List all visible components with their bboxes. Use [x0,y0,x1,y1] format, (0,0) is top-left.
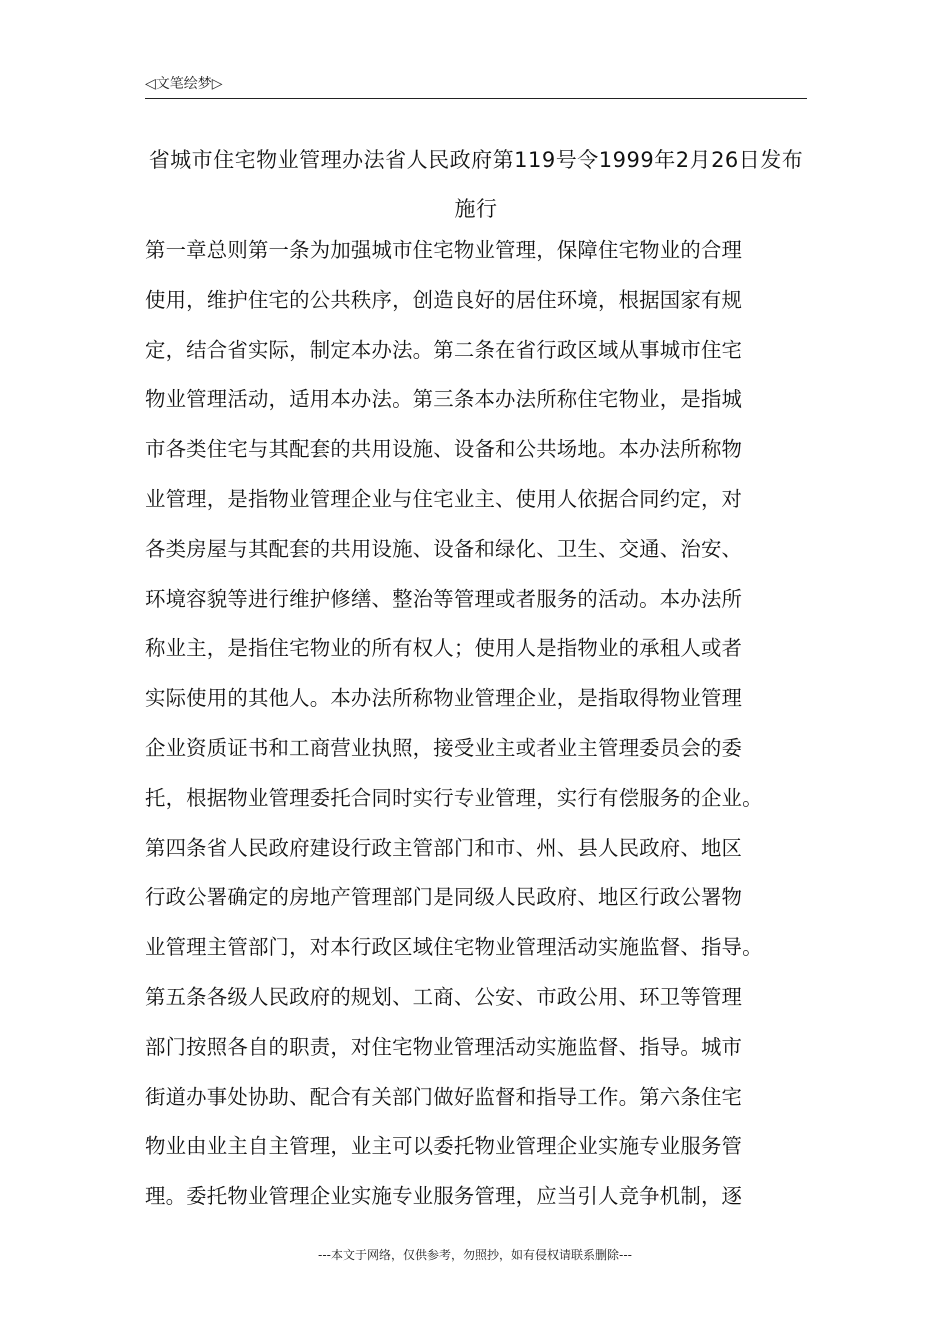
body-line: 第四条省人民政府建设行政主管部门和市、州、县人民政府、地区 [145,835,743,860]
body-line: 使用，维护住宅的公共秩序，创造良好的居住环境，根据国家有规 [145,287,743,312]
header-text: ◁文笔绘梦▷ [145,76,223,92]
body-line: 托，根据物业管理委托合同时实行专业管理，实行有偿服务的企业。 [145,785,763,810]
body-line: 环境容貌等进行维护修缮、整治等管理或者服务的活动。本办法所 [145,586,743,611]
body-line: 第一章总则第一条为加强城市住宅物业管理，保障住宅物业的合理 [145,238,743,262]
body-line: 行政公署确定的房地产管理部门是同级人民政府、地区行政公署物 [145,885,743,910]
document-body [145,226,807,1222]
body-line: 第五条各级人民政府的规划、工商、公安、市政公用、环卫等管理 [145,984,743,1009]
body-line: 各类房屋与其配套的共用设施、设备和绿化、卫生、交通、治安、 [145,536,743,561]
page-header [145,74,807,99]
body-line: 市各类住宅与其配套的共用设施、设备和公共场地。本办法所称物 [145,437,743,462]
body-line: 部门按照各自的职责，对住宅物业管理活动实施监督、指导。城市 [145,1034,743,1059]
body-line: 定，结合省实际，制定本办法。第二条在省行政区域从事城市住宅 [145,337,743,362]
body-line: 称业主，是指住宅物业的所有权人；使用人是指物业的承租人或者 [145,636,743,661]
body-line: 业管理，是指物业管理企业与住宅业主、使用人依据合同约定，对 [145,486,743,511]
body-line: 街道办事处协助、配合有关部门做好监督和指导工作。第六条住宅 [145,1084,743,1109]
body-line: 实际使用的其他人。本办法所称物业管理企业，是指取得物业管理 [145,686,743,711]
body-line: 理。委托物业管理企业实施专业服务管理，应当引人竞争机制，逐 [145,1184,743,1209]
body-line: 企业资质证书和工商营业执照，接受业主或者业主管理委员会的委 [145,735,743,760]
body-line: 物业由业主自主管理，业主可以委托物业管理企业实施专业服务管 [145,1134,743,1159]
body-line: 物业管理活动，适用本办法。第三条本办法所称住宅物业，是指城 [145,387,743,412]
body-line: 业管理主管部门，对本行政区域住宅物业管理活动实施监督、指导。 [145,935,763,960]
page-footer: ---本文于网络，仅供参考，勿照抄，如有侵权请联系删除--- [318,1248,632,1262]
document-title: 省城市住宅物业管理办法省人民政府第119号令1999年2月26日发布施行 [148,148,804,221]
